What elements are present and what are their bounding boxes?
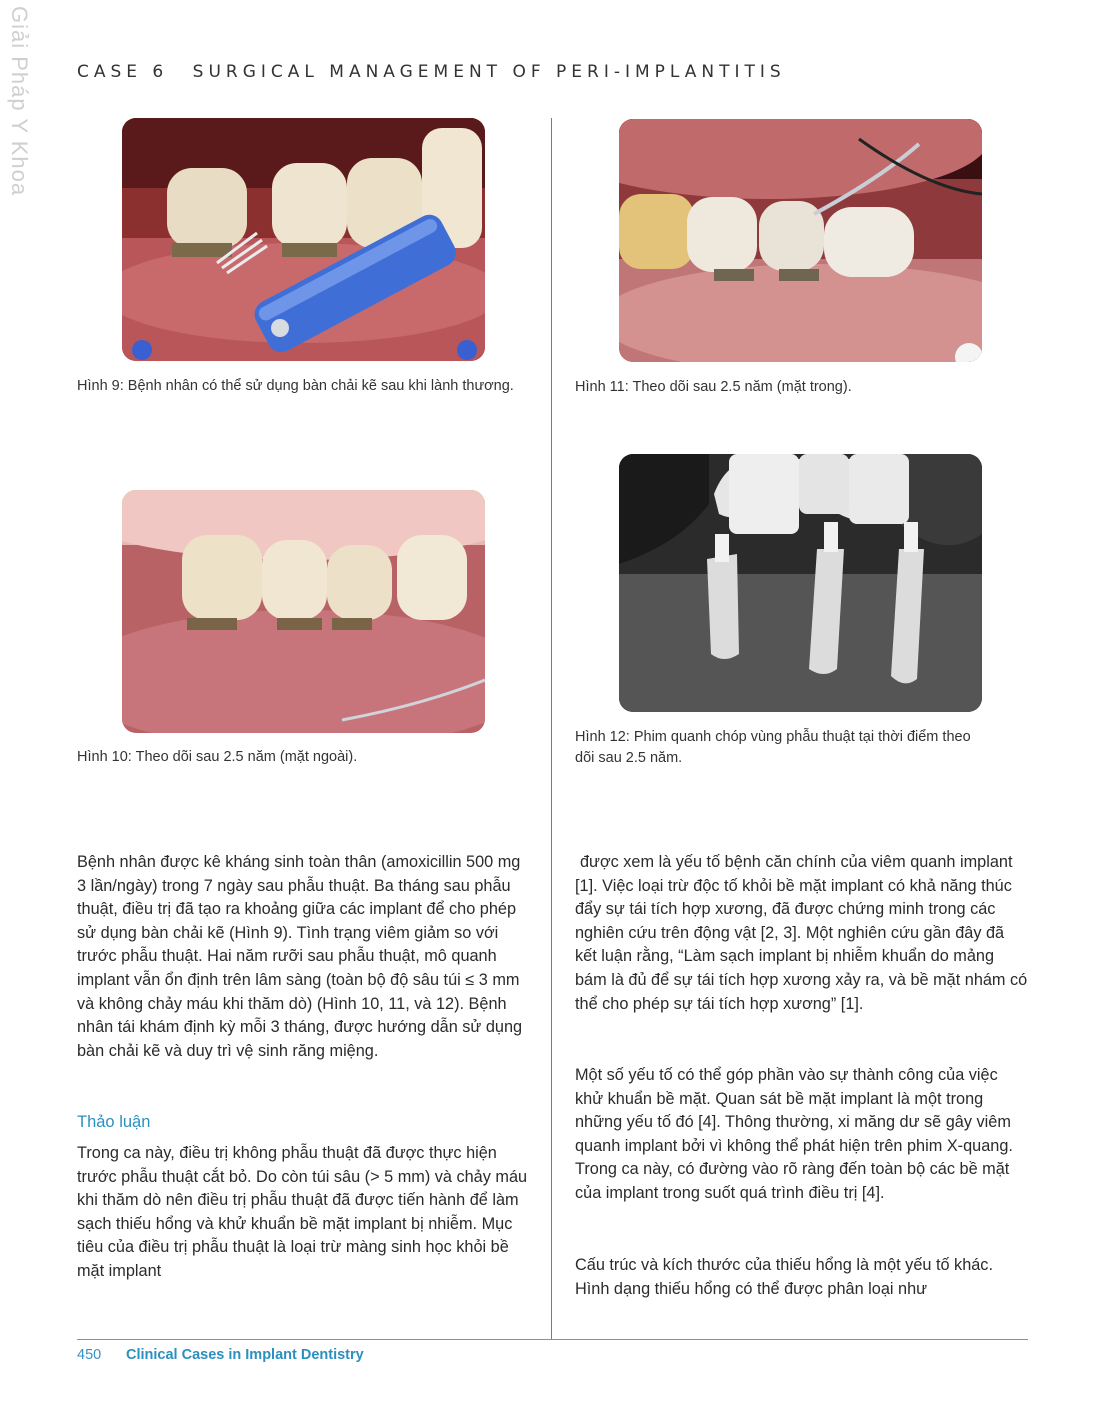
- paragraph: Một số yếu tố có thể góp phần vào sự thành công của việc khử khuẩn bề mặt. Quan sát bề mặt implant là một trong những yếu tố đó [4]. Thông thường, xi măng dư sẽ gây viêm quanh implant bởi vì không thể phát hiện trên phim X-quang. Trong ca này, có đường vào rõ ràng đến toàn bộ các bề mặt của implant trong suốt quá trình điều trị [4].: [575, 1066, 1013, 1202]
- paragraph: Trong ca này, điều trị không phẫu thuật đã được thực hiện trước phẫu thuật cắt bỏ. Do còn túi sâu (> 5 mm) và chảy máu khi thăm dò nên điều trị phẫu thuật đã được tiến hành để làm sạch thiếu hổng và khử khuẩn bề mặt implant bị nhiễm. Mục tiêu của điều trị phẫu thuật là loại trừ màng sinh học khỏi bề mặt implant: [77, 1144, 528, 1280]
- book-title: Clinical Cases in Implant Dentistry: [126, 1347, 364, 1363]
- paragraph: được xem là yếu tố bệnh căn chính của viêm quanh implant [1]. Việc loại trừ độc tố khỏi bề mặt implant có khả năng thúc đẩy sự tái tích hợp xương, đã được chứng minh trong các nghiên cứu trên động vật [2, 3]. Một nghiên cứu gần đây đã kết luận rằng, “Làm sạch implant bị nhiễm khuẩn do mảng bám là đủ để sự tái tích hợp xương xảy ra, và bề mặt nhám có thể cho phép sự tái tích hợp xương” [1].: [575, 853, 1028, 1013]
- right-column-paragraph-2: [575, 1064, 1030, 1206]
- footer-rule: [77, 1339, 1028, 1340]
- watermark: Giải Pháp Y Khoa: [7, 6, 32, 197]
- right-column-paragraph-1: [575, 851, 1030, 1016]
- figure-12-caption: Hình 12: Phim quanh chóp vùng phẫu thuật tại thời điểm theo dõi sau 2.5 năm.: [575, 729, 971, 766]
- running-head: [77, 62, 786, 82]
- left-column-paragraph-2: [77, 1142, 532, 1284]
- chapter-title: SURGICAL MANAGEMENT OF PERI-IMPLANTITIS: [192, 62, 786, 82]
- figure-10-caption: Hình 10: Theo dõi sau 2.5 năm (mặt ngoài).: [77, 749, 358, 765]
- section-heading: Thảo luận: [77, 1113, 151, 1131]
- column-divider: [551, 118, 552, 1340]
- left-column-paragraph-1: [77, 851, 532, 1063]
- figure-11-photo: [619, 119, 982, 362]
- figure-9-caption: Hình 9: Bệnh nhân có thể sử dụng bàn chải kẽ sau khi lành thương.: [77, 378, 514, 394]
- figure-10-photo: [122, 490, 485, 733]
- paragraph: Bệnh nhân được kê kháng sinh toàn thân (amoxicillin 500 mg 3 lần/ngày) trong 7 ngày sau phẫu thuật. Ba tháng sau phẫu thuật, điều trị đã tạo ra khoảng giữa các implant để cho phép sử dụng bàn chải kẽ (Hình 9). Tình trạng viêm giảm so với trước phẫu thuật. Hai năm rưỡi sau phẫu thuật, mô quanh implant vẫn ổn định trên lâm sàng (toàn bộ độ sâu túi ≤ 3 mm và không chảy máu khi thăm dò) (Hình 10, 11, và 12). Bệnh nhân tái khám định kỳ mỗi 3 tháng, được hướng dẫn sử dụng bàn chải kẽ và duy trì vệ sinh răng miệng.: [77, 853, 523, 1060]
- right-column-paragraph-3: [575, 1254, 1030, 1301]
- figure-9-photo: [122, 118, 485, 361]
- paragraph: Cấu trúc và kích thước của thiếu hổng là một yếu tố khác. Hình dạng thiếu hổng có thể được phân loại như: [575, 1256, 993, 1298]
- figure-11-caption: Hình 11: Theo dõi sau 2.5 năm (mặt trong).: [575, 379, 852, 395]
- case-label: CASE 6: [77, 62, 169, 82]
- page-number: 450: [77, 1347, 102, 1363]
- figure-12-radiograph: [619, 454, 982, 712]
